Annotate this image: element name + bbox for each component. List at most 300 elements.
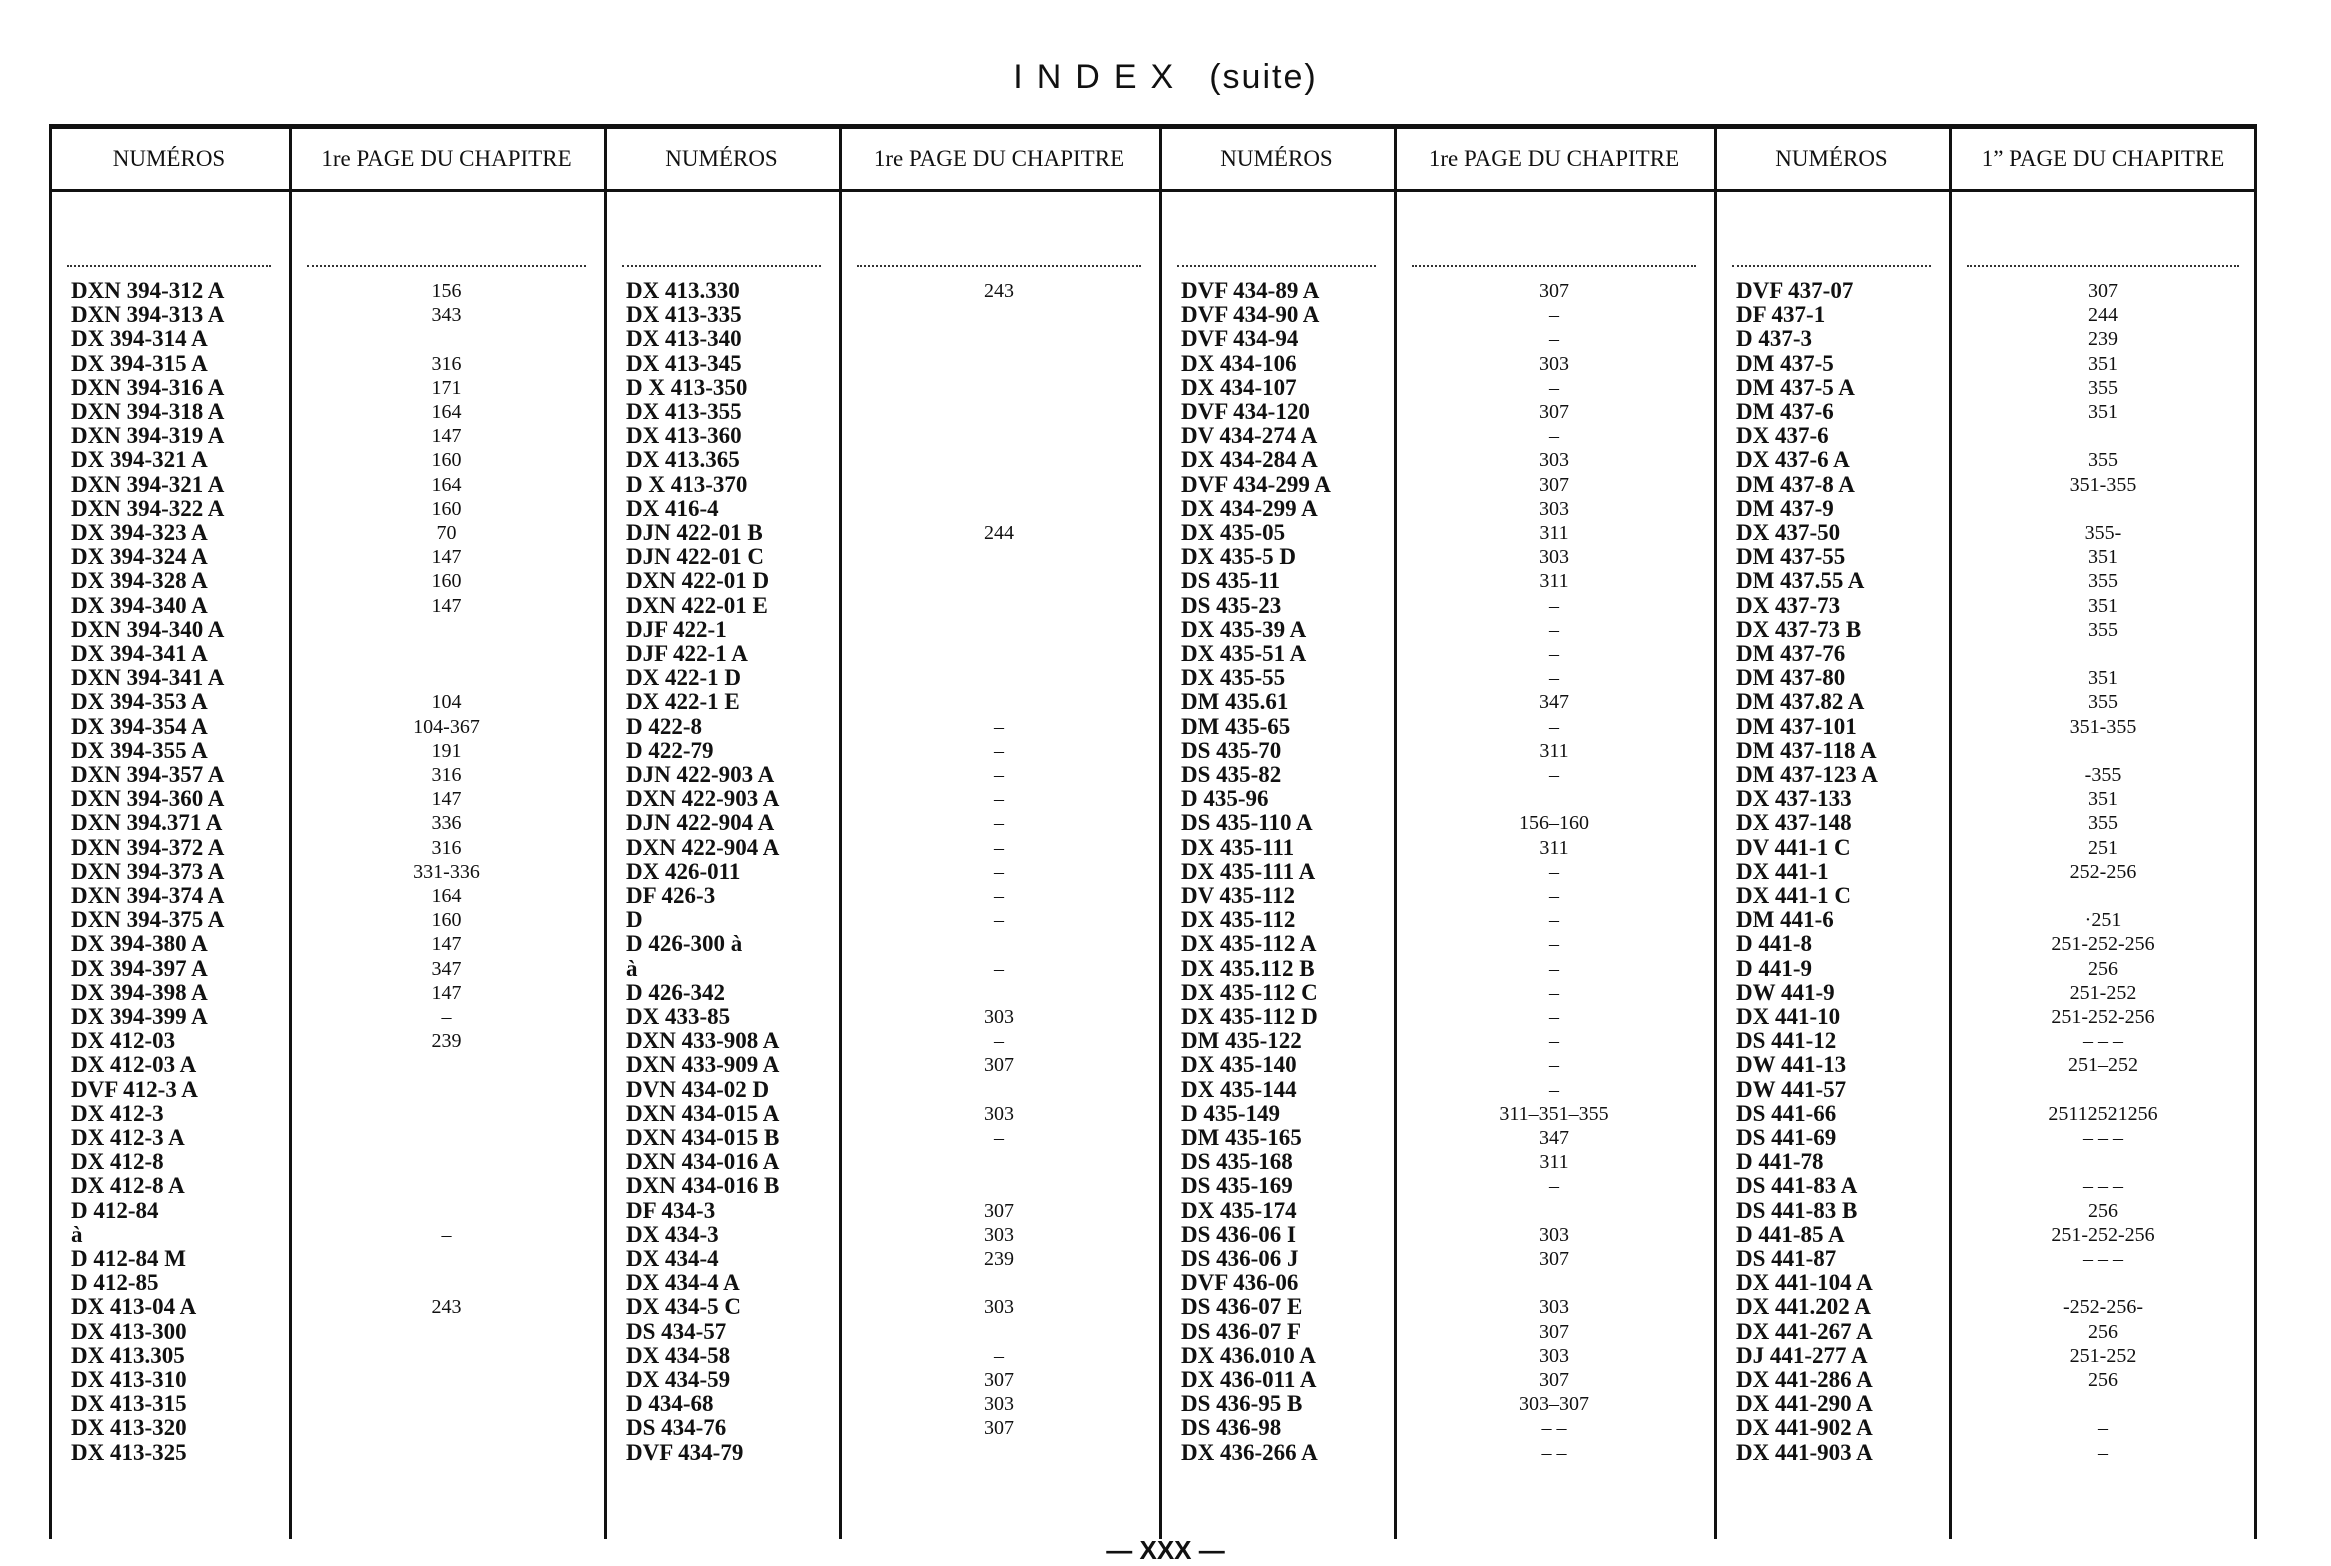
page-title	[0, 58, 2331, 97]
index-number: DX 435-5 D	[1181, 544, 1296, 570]
index-number: DXN 422-904 A	[626, 834, 780, 860]
index-number: DX 434-5 C	[626, 1294, 741, 1320]
index-number: DM 437-76	[1736, 641, 1846, 666]
index-number: DX 412-8 A	[71, 1173, 185, 1199]
column-rule	[1159, 129, 1162, 1539]
index-number: DX 435-05	[1181, 520, 1286, 545]
index-number: DXN 394-319 A	[71, 423, 225, 449]
index-number: DX 435.112 B	[1181, 955, 1315, 981]
chapter-page: 251-252-256	[2051, 1223, 2155, 1246]
index-number: DXN 434-015 A	[626, 1100, 780, 1126]
index-number: DM 435.61	[1181, 689, 1289, 715]
index-number: DX 441-1 C	[1736, 883, 1851, 908]
index-number: DVF 434-94	[1181, 326, 1299, 352]
index-number: DS 435-70	[1181, 737, 1282, 763]
index-number: DX 413-345	[626, 350, 742, 376]
decorative-rule	[857, 265, 1141, 269]
chapter-page: –	[441, 1006, 452, 1028]
index-number: DVF 437-07	[1736, 278, 1854, 303]
index-number: DX 394-399 A	[71, 1004, 208, 1029]
header-divider	[49, 189, 2257, 192]
index-number: DX 437-133	[1736, 786, 1852, 812]
index-number: D 426-300 à	[626, 931, 743, 957]
index-number: DX 437-6	[1736, 423, 1829, 449]
index-number: DM 437-118 A	[1736, 737, 1877, 763]
chapter-page: 355	[2088, 812, 2118, 835]
index-number: DV 435-112	[1181, 883, 1295, 908]
index-number: D 426-342	[626, 979, 726, 1005]
index-number: D 441-85 A	[1736, 1221, 1845, 1247]
chapter-page: 239	[984, 1248, 1014, 1270]
index-number: DX 412-3 A	[71, 1125, 185, 1150]
chapter-page: 303	[1539, 1223, 1569, 1246]
chapter-page: -355	[2084, 764, 2122, 786]
chapter-page: – – –	[2083, 1127, 2123, 1149]
chapter-page: 251-252	[2069, 1344, 2137, 1367]
chapter-page: 307	[1539, 1320, 1569, 1343]
index-number: DX 441-286 A	[1736, 1367, 1873, 1392]
header-numeros: NUMÉROS	[1775, 146, 1888, 171]
chapter-page: 244	[984, 522, 1014, 544]
chapter-page: 316	[431, 836, 462, 859]
chapter-page: 147	[431, 546, 462, 569]
index-number: D 412-85	[71, 1270, 159, 1296]
chapter-page: 343	[431, 304, 462, 327]
index-number: DS 434-76	[626, 1415, 727, 1441]
chapter-page: –	[1549, 885, 1559, 907]
chapter-page: 147	[431, 933, 462, 956]
chapter-page: 351	[2088, 546, 2118, 569]
chapter-page: –	[2098, 1441, 2108, 1464]
chapter-page: 251	[2088, 836, 2118, 859]
index-number: DV 434-274 A	[1181, 423, 1318, 449]
index-number: à	[626, 955, 638, 981]
index-number: DX 435-112 D	[1181, 1004, 1318, 1029]
chapter-page: 303	[1539, 497, 1569, 520]
index-number: DX 413-315	[71, 1391, 187, 1417]
chapter-page: –	[1549, 643, 1559, 665]
index-number: DS 434-57	[626, 1318, 727, 1344]
index-number: DM 437-123 A	[1736, 762, 1878, 787]
chapter-page: 303	[984, 1393, 1014, 1416]
chapter-page: 251-252	[2069, 981, 2137, 1004]
chapter-page: 243	[984, 280, 1014, 302]
index-number: DVF 436-06	[1181, 1270, 1299, 1296]
index-number: DS 436-07 E	[1181, 1294, 1303, 1320]
index-number: DVF 434-120	[1181, 399, 1310, 424]
index-number: DX 434-3	[626, 1221, 719, 1247]
index-number: DM 437-5	[1736, 350, 1834, 376]
chapter-page: 256	[2088, 1199, 2118, 1222]
index-number: DX 441-104 A	[1736, 1270, 1873, 1296]
chapter-page: 311–351–355	[1499, 1102, 1609, 1125]
index-number: D 422-8	[626, 713, 703, 739]
index-number: DXN 394-372 A	[71, 834, 225, 860]
index-number: DJN 422-01 B	[626, 520, 763, 545]
chapter-page: –	[1549, 1175, 1559, 1198]
header-page: 1re PAGE DU CHAPITRE	[321, 146, 572, 171]
index-number: DJN 422-01 C	[626, 544, 764, 570]
index-number: à	[71, 1221, 83, 1247]
index-number: DJN 422-904 A	[626, 810, 775, 836]
index-number: DS 435-11	[1181, 568, 1281, 594]
index-number: DX 413-300	[71, 1318, 187, 1344]
title-suffix: (suite)	[1209, 58, 1318, 96]
index-number: DVF 434-79	[626, 1439, 744, 1465]
index-number: DXN 394-316 A	[71, 374, 225, 400]
index-number: DX 434-299 A	[1181, 495, 1318, 521]
index-number: DX 394-328 A	[71, 568, 208, 594]
index-number: DX 394-354 A	[71, 713, 208, 739]
index-number: DX 426-011	[626, 858, 741, 884]
chapter-page: 303	[1539, 1344, 1569, 1367]
chapter-page: 70	[436, 522, 457, 544]
index-number: DVF 434-89 A	[1181, 278, 1320, 303]
decorative-rule	[1967, 265, 2239, 269]
chapter-page: 307	[1539, 401, 1569, 423]
index-number: DS 441-66	[1736, 1100, 1837, 1126]
chapter-page: 160	[431, 497, 462, 520]
chapter-page: 311	[1539, 522, 1569, 544]
chapter-page: –	[1549, 618, 1559, 641]
chapter-page: 316	[431, 352, 462, 375]
index-number: DX 413-04 A	[71, 1294, 197, 1320]
index-number: DX 413-340	[626, 326, 742, 352]
index-number: DXN 434-015 B	[626, 1125, 780, 1150]
chapter-page: 307	[2088, 280, 2118, 302]
chapter-page: 256	[2088, 1320, 2118, 1343]
index-number: DX 437-73	[1736, 592, 1841, 618]
index-number: DVF 434-299 A	[1181, 471, 1331, 497]
chapter-page: 303	[984, 1102, 1014, 1125]
index-number: DX 412-03 A	[71, 1052, 197, 1078]
chapter-page: 252-256	[2069, 860, 2137, 883]
index-number: DS 441-83 B	[1736, 1197, 1858, 1223]
chapter-page: 311	[1539, 739, 1569, 762]
chapter-page: 256	[2088, 957, 2118, 980]
index-number: DX 394-324 A	[71, 544, 208, 570]
index-table	[49, 124, 2257, 1539]
index-number: DXN 394-360 A	[71, 786, 225, 812]
chapter-page: 164	[431, 473, 462, 496]
index-number: DF 426-3	[626, 883, 716, 908]
chapter-page: 256	[2088, 1369, 2118, 1391]
chapter-page: –	[1549, 594, 1559, 617]
chapter-page: –	[1549, 425, 1559, 448]
chapter-page: 160	[431, 449, 462, 472]
index-number: DX 435-112 C	[1181, 979, 1318, 1005]
index-number: DX 394-398 A	[71, 979, 208, 1005]
index-number: DM 435-122	[1181, 1028, 1302, 1054]
chapter-page: 311	[1539, 836, 1569, 859]
index-number: DXN 394-322 A	[71, 495, 225, 521]
header-numeros: NUMÉROS	[112, 146, 226, 171]
chapter-page: 311	[1539, 570, 1569, 593]
index-number: DX 394-315 A	[71, 350, 208, 376]
index-number: D 441-8	[1736, 931, 1813, 957]
chapter-page: 160	[431, 909, 462, 932]
chapter-page: 351	[2088, 594, 2118, 617]
index-number: D	[626, 907, 643, 933]
index-number: D X 413-370	[626, 471, 748, 497]
index-number: DX 435-144	[1181, 1076, 1297, 1102]
chapter-page: 355	[2088, 449, 2118, 472]
chapter-page: –	[1549, 715, 1559, 738]
chapter-page: – –	[1541, 1441, 1567, 1464]
index-number: D 412-84	[71, 1197, 159, 1223]
index-number: DW 441-9	[1736, 979, 1835, 1005]
chapter-page: –	[1549, 764, 1559, 786]
chapter-page: 303	[984, 1006, 1014, 1028]
chapter-page: 331-336	[413, 860, 480, 883]
chapter-page: –	[994, 957, 1004, 980]
chapter-page: –	[1549, 957, 1559, 980]
index-number: DX 441-902 A	[1736, 1415, 1873, 1441]
index-number: DM 435-165	[1181, 1125, 1302, 1150]
index-number: DJF 422-1 A	[626, 641, 748, 666]
index-number: DXN 394-313 A	[71, 302, 225, 328]
chapter-page: –	[994, 788, 1004, 811]
index-number: DX 434-4 A	[626, 1270, 740, 1296]
header-page: 1re PAGE DU CHAPITRE	[873, 146, 1125, 171]
index-number: DX 435-111 A	[1181, 858, 1316, 884]
chapter-page: 336	[431, 812, 462, 835]
chapter-page: –	[1549, 1054, 1559, 1077]
chapter-page: 147	[431, 594, 462, 617]
chapter-page: 147	[431, 788, 462, 811]
index-number: DX 441-1	[1736, 858, 1829, 884]
chapter-page: 25112521256	[2048, 1102, 2158, 1125]
chapter-page: 251–252	[2068, 1054, 2138, 1077]
chapter-page: 239	[2088, 328, 2118, 351]
chapter-page: –	[2098, 1417, 2108, 1440]
index-number: DX 434-284 A	[1181, 447, 1318, 473]
chapter-page: 164	[431, 401, 462, 423]
index-number: DX 413-360	[626, 423, 742, 449]
index-number: DX 422-1 E	[626, 689, 740, 715]
index-number: DX 394-341 A	[71, 641, 208, 666]
index-number: DXN 394-373 A	[71, 858, 225, 884]
page-footer: — XXX —	[1106, 1535, 1225, 1565]
chapter-page: -252-256-	[2063, 1296, 2143, 1319]
chapter-page: –	[994, 860, 1004, 883]
index-number: DM 437.82 A	[1736, 689, 1865, 715]
index-number: DXN 394-318 A	[71, 399, 225, 424]
chapter-page: –	[1549, 981, 1559, 1004]
index-number: DXN 394-340 A	[71, 616, 225, 642]
index-number: DX 441.202 A	[1736, 1294, 1871, 1320]
chapter-page: 307	[984, 1417, 1014, 1440]
index-number: DS 436-06 I	[1181, 1221, 1297, 1247]
index-number: DXN 394-321 A	[71, 471, 225, 497]
index-number: DM 437-6	[1736, 399, 1834, 424]
index-number: DXN 434-016 A	[626, 1149, 780, 1175]
index-number: D 435-96	[1181, 786, 1269, 812]
index-number: DX 394-355 A	[71, 737, 208, 763]
index-number: DS 441-87	[1736, 1246, 1837, 1271]
index-number: DX 437-50	[1736, 520, 1841, 545]
index-number: D X 413-350	[626, 374, 748, 400]
chapter-page: 251-252-256	[2051, 1006, 2155, 1028]
index-number: DS 436-95 B	[1181, 1391, 1303, 1417]
index-number: DJF 422-1	[626, 616, 727, 642]
chapter-page: 303	[1539, 546, 1569, 569]
index-number: DX 413-320	[71, 1415, 187, 1441]
index-number: DX 436-266 A	[1181, 1439, 1318, 1465]
index-number: DM 441-6	[1736, 907, 1834, 933]
chapter-page: 147	[431, 425, 462, 448]
decorative-rule	[1732, 265, 1931, 269]
index-number: DX 435-111	[1181, 834, 1295, 860]
index-number: DX 413-325	[71, 1439, 187, 1465]
chapter-page: –	[994, 739, 1004, 762]
chapter-page: –	[1549, 1006, 1559, 1028]
index-number: DS 441-12	[1736, 1028, 1837, 1054]
chapter-page: –	[1549, 1078, 1559, 1101]
chapter-page: 244	[2088, 304, 2118, 327]
chapter-page: 355-	[2084, 522, 2122, 544]
index-number: DXN 422-903 A	[626, 786, 780, 812]
index-number: DX 413-335	[626, 302, 742, 328]
chapter-page: –	[994, 909, 1004, 932]
chapter-page: 307	[984, 1369, 1014, 1391]
index-number: DX 394-321 A	[71, 447, 208, 473]
chapter-page: 351	[2088, 352, 2118, 375]
index-number: DM 437.55 A	[1736, 568, 1865, 594]
chapter-page: – – –	[2083, 1030, 2123, 1053]
chapter-page: –	[1549, 304, 1559, 327]
chapter-page: 351	[2088, 667, 2118, 690]
chapter-page: 307	[1539, 280, 1569, 302]
index-number: DX 441-267 A	[1736, 1318, 1873, 1344]
index-number: D 422-79	[626, 737, 714, 763]
index-number: DXN 394-312 A	[71, 278, 225, 303]
chapter-page: –	[1549, 376, 1559, 399]
index-number: DF 437-1	[1736, 302, 1826, 328]
chapter-page: –	[994, 1127, 1004, 1149]
index-number: DX 433-85	[626, 1004, 731, 1029]
chapter-page: 104-367	[413, 715, 480, 738]
index-number: DX 394-380 A	[71, 931, 208, 957]
index-number: DX 413-355	[626, 399, 742, 424]
index-number: DJ 441-277 A	[1736, 1342, 1868, 1368]
index-number: DX 436-011 A	[1181, 1367, 1317, 1392]
index-number: DX 435-39 A	[1181, 616, 1307, 642]
index-number: DX 434-4	[626, 1246, 719, 1271]
chapter-page: 303	[1539, 1296, 1569, 1319]
chapter-page: 191	[431, 739, 462, 762]
title-main: INDEX	[1013, 58, 1188, 96]
index-number: DX 435-112	[1181, 907, 1296, 933]
index-number: DX 412-03	[71, 1028, 176, 1054]
header-numeros: NUMÉROS	[665, 146, 778, 171]
index-number: DM 435-65	[1181, 713, 1291, 739]
chapter-page: 104	[431, 691, 462, 714]
index-number: DM 437-55	[1736, 544, 1846, 570]
index-number: DX 412-3	[71, 1100, 164, 1126]
chapter-page: 307	[984, 1054, 1014, 1077]
index-number: D 435-149	[1181, 1100, 1281, 1126]
chapter-page: 239	[431, 1030, 462, 1053]
index-number: D 412-84 M	[71, 1246, 186, 1271]
index-number: D 441-9	[1736, 955, 1813, 981]
decorative-rule	[1412, 265, 1696, 269]
index-number: D 441-78	[1736, 1149, 1824, 1175]
index-number: DW 441-13	[1736, 1052, 1847, 1078]
chapter-page: 351	[2088, 788, 2118, 811]
chapter-page: 355	[2088, 618, 2118, 641]
chapter-page: – –	[1541, 1417, 1567, 1440]
index-number: DX 434-107	[1181, 374, 1297, 400]
chapter-page: 311	[1539, 1151, 1569, 1174]
index-number: DX 394-340 A	[71, 592, 208, 618]
index-number: DX 422-1 D	[626, 665, 741, 691]
chapter-page: –	[994, 812, 1004, 835]
index-number: DV 441-1 C	[1736, 834, 1851, 860]
chapter-page: 347	[431, 957, 462, 980]
chapter-page: 351	[2088, 401, 2118, 423]
chapter-page: 355	[2088, 570, 2118, 593]
index-number: DXN 433-909 A	[626, 1052, 780, 1078]
index-number: DX 435-112 A	[1181, 931, 1317, 957]
index-number: DS 435-110 A	[1181, 810, 1313, 836]
chapter-page: 303	[984, 1296, 1014, 1319]
index-number: DF 434-3	[626, 1197, 716, 1223]
index-number: DX 434-59	[626, 1367, 731, 1392]
chapter-page: 243	[431, 1296, 462, 1319]
chapter-page: 156	[431, 280, 462, 302]
chapter-page: 351-355	[2069, 715, 2137, 738]
chapter-page: 160	[431, 570, 462, 593]
index-number: DXN 394-341 A	[71, 665, 225, 691]
chapter-page: 307	[1539, 1369, 1569, 1391]
column-rule	[1714, 129, 1717, 1539]
index-number: DS 436-98	[1181, 1415, 1282, 1441]
chapter-page: – – –	[2083, 1248, 2123, 1270]
column-rule	[49, 129, 52, 1539]
index-number: DX 434-106	[1181, 350, 1297, 376]
chapter-page: –	[994, 1030, 1004, 1053]
index-number: DX 441-903 A	[1736, 1439, 1873, 1465]
chapter-page: –	[1549, 933, 1559, 956]
index-number: DX 436.010 A	[1181, 1342, 1316, 1368]
chapter-page: –	[1549, 1030, 1559, 1053]
header-page: 1re PAGE DU CHAPITRE	[1428, 146, 1680, 171]
index-number: DS 436-06 J	[1181, 1246, 1299, 1271]
index-number: DX 413.365	[626, 447, 740, 473]
chapter-page: 351-355	[2069, 473, 2137, 496]
chapter-page: ·251	[2084, 909, 2122, 932]
index-number: DX 441-290 A	[1736, 1391, 1873, 1417]
index-number: DX 437-73 B	[1736, 616, 1862, 642]
chapter-page: –	[1549, 860, 1559, 883]
index-number: DX 413-310	[71, 1367, 187, 1392]
index-number: DS 436-07 F	[1181, 1318, 1302, 1344]
index-number: DM 437-9	[1736, 495, 1834, 521]
chapter-page: –	[994, 1344, 1004, 1367]
index-number: DM 437-5 A	[1736, 374, 1855, 400]
chapter-page: 147	[431, 981, 462, 1004]
decorative-rule	[1177, 265, 1376, 269]
index-number: DVN 434-02 D	[626, 1076, 770, 1102]
decorative-rule	[307, 265, 586, 269]
index-number: DXN 422-01 D	[626, 568, 770, 594]
index-number: DVF 434-90 A	[1181, 302, 1320, 328]
index-number: DXN 434-016 B	[626, 1173, 780, 1199]
index-number: DX 394-314 A	[71, 326, 208, 352]
chapter-page: –	[994, 715, 1004, 738]
index-number: DX 412-8	[71, 1149, 164, 1175]
